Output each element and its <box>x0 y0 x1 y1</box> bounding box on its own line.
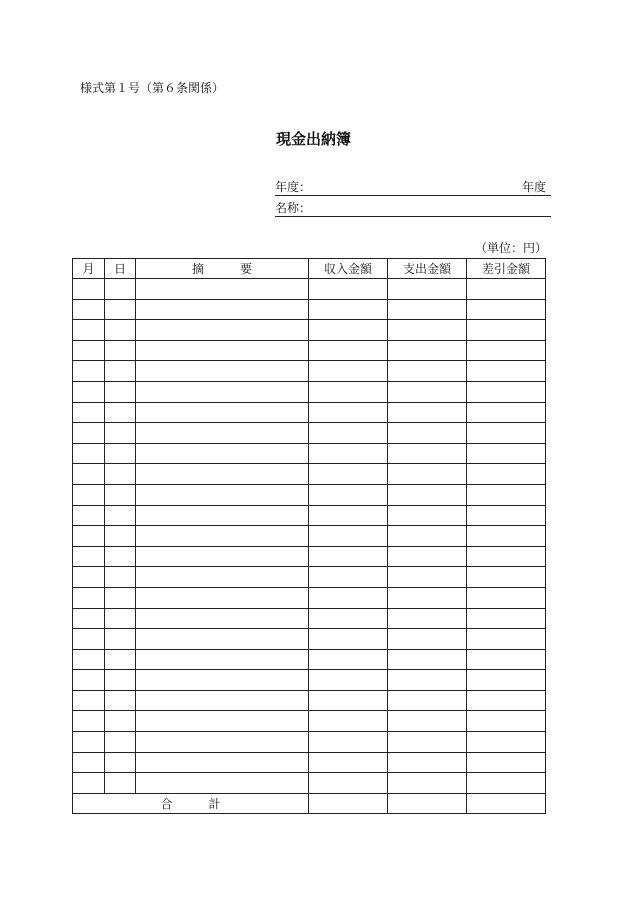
month-cell[interactable] <box>73 526 105 547</box>
summary-cell[interactable] <box>136 773 309 794</box>
income-cell[interactable] <box>309 649 388 670</box>
expense-cell[interactable] <box>388 629 467 650</box>
summary-cell[interactable] <box>136 423 309 444</box>
table-row <box>73 732 546 753</box>
table-row <box>73 402 546 423</box>
income-cell[interactable] <box>309 752 388 773</box>
table-row <box>73 361 546 382</box>
day-cell[interactable] <box>105 690 136 711</box>
balance-cell[interactable] <box>467 773 546 794</box>
income-cell[interactable] <box>309 402 388 423</box>
year-field[interactable] <box>275 180 551 196</box>
day-cell[interactable] <box>105 320 136 341</box>
table-row <box>73 381 546 402</box>
page-title: 現金出納簿 <box>276 130 352 148</box>
day-cell[interactable] <box>105 567 136 588</box>
balance-cell[interactable] <box>467 690 546 711</box>
month-cell[interactable] <box>73 505 105 526</box>
table-row <box>73 299 546 320</box>
table-row <box>73 608 546 629</box>
header-balance: 差引金額 <box>467 259 546 279</box>
income-cell[interactable] <box>309 320 388 341</box>
name-field[interactable] <box>275 201 551 217</box>
header-summary: 摘 要 <box>136 259 309 279</box>
year-field-label: 年度： <box>275 180 312 194</box>
unit-note: （単位：円） <box>474 241 547 255</box>
total-expense-cell[interactable] <box>388 793 467 814</box>
day-cell[interactable] <box>105 423 136 444</box>
month-cell[interactable] <box>73 711 105 732</box>
day-cell[interactable] <box>105 381 136 402</box>
balance-cell[interactable] <box>467 567 546 588</box>
balance-cell[interactable] <box>467 505 546 526</box>
summary-cell[interactable] <box>136 320 309 341</box>
table-row <box>73 279 546 300</box>
month-cell[interactable] <box>73 320 105 341</box>
table-row <box>73 340 546 361</box>
balance-cell[interactable] <box>467 484 546 505</box>
balance-cell[interactable] <box>467 546 546 567</box>
table-row <box>73 505 546 526</box>
summary-cell[interactable] <box>136 690 309 711</box>
day-cell[interactable] <box>105 732 136 753</box>
month-cell[interactable] <box>73 464 105 485</box>
income-cell[interactable] <box>309 732 388 753</box>
month-cell[interactable] <box>73 608 105 629</box>
table-row <box>73 546 546 567</box>
name-field-label: 名称： <box>275 201 312 215</box>
table-row <box>73 670 546 691</box>
summary-cell[interactable] <box>136 484 309 505</box>
income-cell[interactable] <box>309 423 388 444</box>
balance-cell[interactable] <box>467 670 546 691</box>
table-row <box>73 587 546 608</box>
summary-cell[interactable] <box>136 711 309 732</box>
income-cell[interactable] <box>309 670 388 691</box>
day-cell[interactable] <box>105 340 136 361</box>
expense-cell[interactable] <box>388 711 467 732</box>
month-cell[interactable] <box>73 443 105 464</box>
income-cell[interactable] <box>309 361 388 382</box>
month-cell[interactable] <box>73 299 105 320</box>
day-cell[interactable] <box>105 711 136 732</box>
expense-cell[interactable] <box>388 670 467 691</box>
income-cell[interactable] <box>309 340 388 361</box>
expense-cell[interactable] <box>388 340 467 361</box>
table-row <box>73 711 546 732</box>
expense-cell[interactable] <box>388 464 467 485</box>
month-cell[interactable] <box>73 587 105 608</box>
month-cell[interactable] <box>73 340 105 361</box>
balance-cell[interactable] <box>467 320 546 341</box>
table-row <box>73 464 546 485</box>
month-cell[interactable] <box>73 752 105 773</box>
month-cell[interactable] <box>73 732 105 753</box>
expense-cell[interactable] <box>388 381 467 402</box>
header-income: 収入金額 <box>309 259 388 279</box>
expense-cell[interactable] <box>388 484 467 505</box>
summary-cell[interactable] <box>136 299 309 320</box>
expense-cell[interactable] <box>388 279 467 300</box>
total-balance-cell[interactable] <box>467 793 546 814</box>
table-row <box>73 320 546 341</box>
income-cell[interactable] <box>309 711 388 732</box>
income-cell[interactable] <box>309 587 388 608</box>
expense-cell[interactable] <box>388 505 467 526</box>
income-cell[interactable] <box>309 567 388 588</box>
month-cell[interactable] <box>73 649 105 670</box>
day-cell[interactable] <box>105 361 136 382</box>
expense-cell[interactable] <box>388 546 467 567</box>
expense-cell[interactable] <box>388 649 467 670</box>
day-cell[interactable] <box>105 443 136 464</box>
summary-cell[interactable] <box>136 670 309 691</box>
day-cell[interactable] <box>105 505 136 526</box>
day-cell[interactable] <box>105 546 136 567</box>
balance-cell[interactable] <box>467 423 546 444</box>
income-cell[interactable] <box>309 279 388 300</box>
income-cell[interactable] <box>309 526 388 547</box>
summary-cell[interactable] <box>136 567 309 588</box>
table-row <box>73 423 546 444</box>
total-income-cell[interactable] <box>309 793 388 814</box>
month-cell[interactable] <box>73 402 105 423</box>
header-day: 日 <box>105 259 136 279</box>
income-cell[interactable] <box>309 464 388 485</box>
balance-cell[interactable] <box>467 299 546 320</box>
month-cell[interactable] <box>73 279 105 300</box>
summary-cell[interactable] <box>136 361 309 382</box>
day-cell[interactable] <box>105 402 136 423</box>
summary-cell[interactable] <box>136 402 309 423</box>
table-row <box>73 526 546 547</box>
month-cell[interactable] <box>73 546 105 567</box>
month-cell[interactable] <box>73 690 105 711</box>
form-number: 様式第１号（第６条関係） <box>80 81 225 95</box>
day-cell[interactable] <box>105 279 136 300</box>
month-cell[interactable] <box>73 567 105 588</box>
summary-cell[interactable] <box>136 587 309 608</box>
day-cell[interactable] <box>105 299 136 320</box>
day-cell[interactable] <box>105 629 136 650</box>
summary-cell[interactable] <box>136 649 309 670</box>
header-expense: 支出金額 <box>388 259 467 279</box>
day-cell[interactable] <box>105 464 136 485</box>
expense-cell[interactable] <box>388 752 467 773</box>
day-cell[interactable] <box>105 670 136 691</box>
cash-ledger-table <box>72 258 546 814</box>
income-cell[interactable] <box>309 381 388 402</box>
balance-cell[interactable] <box>467 381 546 402</box>
month-cell[interactable] <box>73 484 105 505</box>
expense-cell[interactable] <box>388 361 467 382</box>
balance-cell[interactable] <box>467 464 546 485</box>
header-month: 月 <box>73 259 105 279</box>
table-row <box>73 649 546 670</box>
table-row <box>73 773 546 794</box>
expense-cell[interactable] <box>388 299 467 320</box>
expense-cell[interactable] <box>388 526 467 547</box>
expense-cell[interactable] <box>388 443 467 464</box>
expense-cell[interactable] <box>388 690 467 711</box>
day-cell[interactable] <box>105 649 136 670</box>
income-cell[interactable] <box>309 443 388 464</box>
day-cell[interactable] <box>105 752 136 773</box>
summary-cell[interactable] <box>136 629 309 650</box>
expense-cell[interactable] <box>388 732 467 753</box>
month-cell[interactable] <box>73 423 105 444</box>
day-cell[interactable] <box>105 484 136 505</box>
summary-cell[interactable] <box>136 526 309 547</box>
month-cell[interactable] <box>73 361 105 382</box>
table-header-row <box>73 259 546 279</box>
total-label: 合 計 <box>73 793 309 814</box>
income-cell[interactable] <box>309 505 388 526</box>
month-cell[interactable] <box>73 670 105 691</box>
day-cell[interactable] <box>105 608 136 629</box>
income-cell[interactable] <box>309 773 388 794</box>
expense-cell[interactable] <box>388 567 467 588</box>
expense-cell[interactable] <box>388 320 467 341</box>
balance-cell[interactable] <box>467 361 546 382</box>
balance-cell[interactable] <box>467 402 546 423</box>
day-cell[interactable] <box>105 773 136 794</box>
expense-cell[interactable] <box>388 608 467 629</box>
balance-cell[interactable] <box>467 526 546 547</box>
income-cell[interactable] <box>309 299 388 320</box>
balance-cell[interactable] <box>467 608 546 629</box>
summary-cell[interactable] <box>136 381 309 402</box>
day-cell[interactable] <box>105 587 136 608</box>
income-cell[interactable] <box>309 608 388 629</box>
balance-cell[interactable] <box>467 752 546 773</box>
table-row <box>73 567 546 588</box>
balance-cell[interactable] <box>467 732 546 753</box>
month-cell[interactable] <box>73 629 105 650</box>
summary-cell[interactable] <box>136 340 309 361</box>
summary-cell[interactable] <box>136 732 309 753</box>
table-row <box>73 752 546 773</box>
balance-cell[interactable] <box>467 711 546 732</box>
summary-cell[interactable] <box>136 464 309 485</box>
balance-cell[interactable] <box>467 649 546 670</box>
table-row <box>73 443 546 464</box>
expense-cell[interactable] <box>388 773 467 794</box>
summary-cell[interactable] <box>136 546 309 567</box>
balance-cell[interactable] <box>467 443 546 464</box>
table-row <box>73 690 546 711</box>
income-cell[interactable] <box>309 690 388 711</box>
summary-cell[interactable] <box>136 279 309 300</box>
summary-cell[interactable] <box>136 505 309 526</box>
income-cell[interactable] <box>309 484 388 505</box>
summary-cell[interactable] <box>136 608 309 629</box>
expense-cell[interactable] <box>388 423 467 444</box>
month-cell[interactable] <box>73 381 105 402</box>
summary-cell[interactable] <box>136 752 309 773</box>
income-cell[interactable] <box>309 629 388 650</box>
expense-cell[interactable] <box>388 587 467 608</box>
year-field-suffix: 年度 <box>521 180 546 194</box>
total-row <box>73 793 546 814</box>
balance-cell[interactable] <box>467 279 546 300</box>
summary-cell[interactable] <box>136 443 309 464</box>
balance-cell[interactable] <box>467 340 546 361</box>
income-cell[interactable] <box>309 546 388 567</box>
table-row <box>73 629 546 650</box>
balance-cell[interactable] <box>467 629 546 650</box>
expense-cell[interactable] <box>388 402 467 423</box>
table-row <box>73 484 546 505</box>
day-cell[interactable] <box>105 526 136 547</box>
balance-cell[interactable] <box>467 587 546 608</box>
month-cell[interactable] <box>73 773 105 794</box>
